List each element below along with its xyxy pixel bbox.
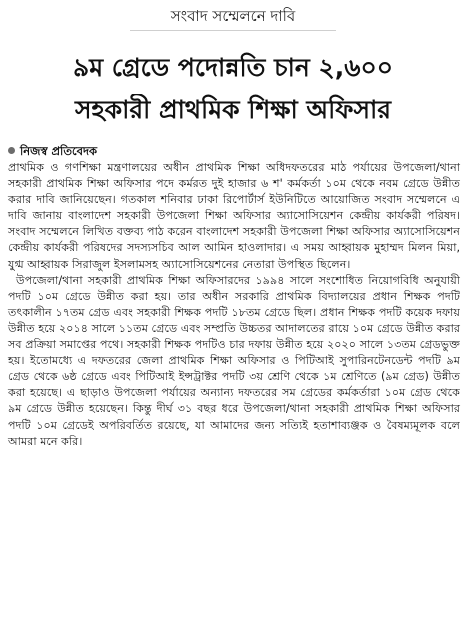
bullet-icon — [8, 147, 15, 154]
kicker: সংবাদ সম্মেলনে দাবি — [170, 7, 296, 25]
paragraph-2: উপজেলা/থানা সহকারী প্রাথমিক শিক্ষা অফিসারদের ১৯৯৪ সালে সংশোধিত নিয়োগবিধি অনুযায়ী পদটি ১০ম গ্রেডে উন্নীত করা হয়। তার অধীন সরকারি প্রাথমিক বিদ্যালয়ের প্রধান শিক্ষক পদটি তৎকালীন ১৭তম গ্রেড এবং সহকারী শিক্ষক পদটি ১৮তম গ্রেডে ছিল। প্রধান শিক্ষক পদটি কয়েক দফায় উন্নীত হয়ে ২০১৪ সালে ১১তম গ্রেডে এবং সম্প্রতি উচ্চতর আদালতের রায়ে ১০ম গ্রেডে উন্নীত করার সব প্রক্রিয়া সমাপ্তের পথে। সহকারী শিক্ষক পদটিও চার দফায় উন্নীত হয়ে ২০২০ সালে ১৩তম গ্রেডভুক্ত হয়। ইতোমধ্যে এ দফতরের জেলা প্রাথমিক শিক্ষা অফিসার ও পিটিআই সুপারিনটেনডেন্ট পদটি ৯ম গ্রেড থেকে ৬ষ্ঠ গ্রেডে এবং পিটিআই ইন্সট্রাক্টর পদটি ৩য় শ্রেণি থেকে ১ম শ্রেণিতে (৯ম গ্রেড) উন্নীত করা হয়েছে। এ ছাড়াও উপজেলা পর্যায়ের অন্যান্য দফতরের সম গ্রেডের কর্মকর্তারা ১০ম গ্রেড থেকে ৯ম গ্রেডে উন্নীত হয়েছেন। কিন্তু দীর্ঘ ৩১ বছর ধরে উপজেলা/থানা সহকারী প্রাথমিক শিক্ষা অফিসার পদটি ১০ম গ্রেডেই অপরিবর্তিত রয়েছে, যা আমাদের জন্য সত্যিই হতাশাব্যঞ্জক ও বৈষম্যমূলক বলে আমরা মনে করি। — [8, 273, 460, 448]
article-body — [8, 160, 460, 450]
headline-line-1: ৯ম গ্রেডে পদোন্নতি চান ২,৬০০ — [73, 53, 393, 82]
byline — [8, 143, 97, 159]
paragraph-1: প্রাথমিক ও গণশিক্ষা মন্ত্রণালয়ের অধীন প্রাথমিক শিক্ষা অধিদফতরের মাঠ পর্যায়ের উপজেলা/থানা সহকারী প্রাথমিক শিক্ষা অফিসার পদে কর্মরত দুই হাজার ৬ শ' কর্মকর্তা ১০ম থেকে নবম গ্রেডে উন্নীত করার দাবি জানিয়েছেন। গতকাল শনিবার ঢাকা রিপোর্টার্স ইউনিটিতে আয়োজিত সংবাদ সম্মেলনে এ দাবি জানায় বাংলাদেশ সহকারী উপজেলা শিক্ষা অফিসার অ্যাসোসিয়েশন কেন্দ্রীয় কার্যকরী পরিষদ। সংবাদ সম্মেলনে লিখিত বক্তব্য পাঠ করেন বাংলাদেশ সহকারী উপজেলা শিক্ষা অফিসার অ্যাসোসিয়েশন কেন্দ্রীয় কার্যকরী পরিষদের সদস্যসচিব আল আমিন হাওলাদার। এ সময় আহ্বায়ক মুহাম্মদ মিলন মিয়া, যুগ্ম আহ্বায়ক সিরাজুল ইসলামসহ অ্যাসোসিয়েশনের নেতারা উপস্থিত ছিলেন। — [8, 161, 460, 271]
kicker-divider — [130, 30, 336, 31]
byline-text: নিজস্ব প্রতিবেদক — [20, 144, 98, 158]
headline-line-2: সহকারী প্রাথমিক শিক্ষা অফিসার — [74, 95, 392, 124]
